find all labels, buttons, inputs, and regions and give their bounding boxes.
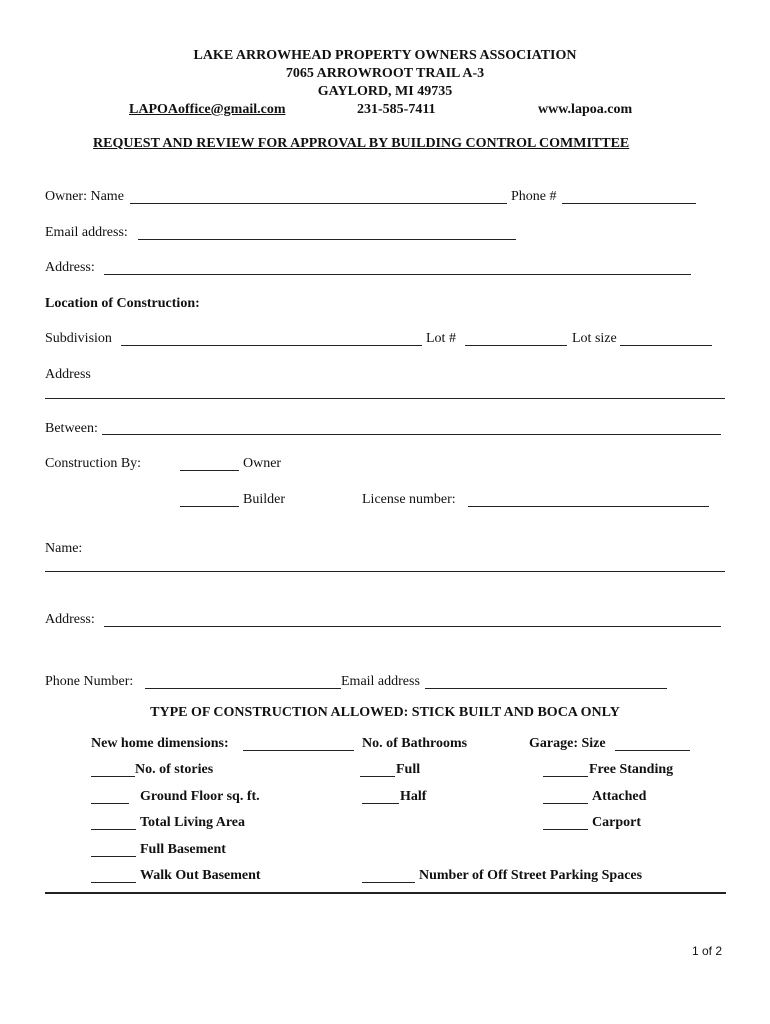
full-bath-label: Full bbox=[396, 762, 421, 777]
org-name: LAKE ARROWHEAD PROPERTY OWNERS ASSOCIATION bbox=[193, 48, 577, 63]
free-standing-label: Free Standing bbox=[589, 762, 674, 777]
lot-size-field[interactable] bbox=[620, 345, 712, 346]
owner-name-field[interactable] bbox=[130, 203, 507, 204]
owner-checkline[interactable] bbox=[180, 470, 239, 471]
form-title: REQUEST AND REVIEW FOR APPROVAL BY BUILDING CONTROL COMMITTEE bbox=[93, 136, 630, 151]
builder-address-label: Address: bbox=[45, 612, 95, 627]
between-field[interactable] bbox=[102, 434, 721, 435]
full-basement-label: Full Basement bbox=[140, 842, 226, 857]
stories-label: No. of stories bbox=[135, 762, 214, 777]
owner-address-field[interactable] bbox=[104, 274, 691, 275]
owner-email-label: Email address: bbox=[45, 225, 128, 240]
builder-phone-field[interactable] bbox=[145, 688, 341, 689]
owner-email-field[interactable] bbox=[138, 239, 516, 240]
owner-name-label: Owner: Name bbox=[45, 189, 124, 204]
subdivision-label: Subdivision bbox=[45, 331, 112, 346]
builder-checkline[interactable] bbox=[180, 506, 239, 507]
attached-label: Attached bbox=[592, 789, 647, 804]
attached-field[interactable] bbox=[543, 803, 588, 804]
org-website: www.lapoa.com bbox=[538, 102, 633, 117]
carport-label: Carport bbox=[592, 815, 641, 830]
owner-address-label: Address: bbox=[45, 260, 95, 275]
carport-field[interactable] bbox=[543, 829, 588, 830]
half-bath-label: Half bbox=[400, 789, 427, 804]
builder-address-field[interactable] bbox=[104, 626, 721, 627]
org-city: GAYLORD, MI 49735 bbox=[317, 84, 453, 99]
construction-type-heading: TYPE OF CONSTRUCTION ALLOWED: STICK BUILT AND BOCA ONLY bbox=[150, 705, 620, 720]
location-address-label: Address bbox=[45, 367, 91, 382]
total-living-field[interactable] bbox=[91, 829, 136, 830]
builder-option-label: Builder bbox=[243, 492, 285, 507]
builder-name-label: Name: bbox=[45, 541, 83, 556]
dimensions-label: New home dimensions: bbox=[91, 736, 229, 751]
garage-size-label: Garage: Size bbox=[529, 736, 606, 751]
location-address-field[interactable] bbox=[45, 398, 725, 399]
total-living-label: Total Living Area bbox=[140, 815, 246, 830]
org-email-link[interactable]: LAPOAoffice@gmail.com bbox=[129, 102, 286, 117]
owner-phone-field[interactable] bbox=[562, 203, 696, 204]
bathrooms-label: No. of Bathrooms bbox=[362, 736, 468, 751]
construction-by-label: Construction By: bbox=[45, 456, 142, 471]
walk-out-field[interactable] bbox=[91, 882, 136, 883]
license-field[interactable] bbox=[468, 506, 709, 507]
builder-email-label: Email address bbox=[341, 674, 420, 689]
between-label: Between: bbox=[45, 421, 98, 436]
page-number: 1 of 2 bbox=[692, 944, 723, 958]
org-street: 7065 ARROWROOT TRAIL A-3 bbox=[285, 66, 485, 81]
owner-option-label: Owner bbox=[243, 456, 282, 471]
ground-floor-field[interactable] bbox=[91, 803, 129, 804]
parking-field[interactable] bbox=[362, 882, 415, 883]
org-phone: 231-585-7411 bbox=[357, 102, 436, 117]
full-basement-field[interactable] bbox=[91, 856, 136, 857]
stories-field[interactable] bbox=[91, 776, 135, 777]
section-divider bbox=[45, 892, 726, 894]
license-label: License number: bbox=[362, 492, 456, 507]
builder-phone-label: Phone Number: bbox=[45, 674, 134, 689]
garage-size-field[interactable] bbox=[615, 750, 690, 751]
lot-label: Lot # bbox=[426, 331, 456, 346]
full-bath-field[interactable] bbox=[360, 776, 395, 777]
free-standing-field[interactable] bbox=[543, 776, 588, 777]
builder-name-field[interactable] bbox=[45, 571, 725, 572]
half-bath-field[interactable] bbox=[362, 803, 399, 804]
parking-label: Number of Off Street Parking Spaces bbox=[419, 868, 643, 883]
ground-floor-label: Ground Floor sq. ft. bbox=[140, 789, 260, 804]
owner-phone-label: Phone # bbox=[511, 189, 557, 204]
builder-email-field[interactable] bbox=[425, 688, 667, 689]
lot-field[interactable] bbox=[465, 345, 567, 346]
subdivision-field[interactable] bbox=[121, 345, 422, 346]
location-heading: Location of Construction: bbox=[45, 296, 200, 311]
dimensions-field[interactable] bbox=[243, 750, 354, 751]
lot-size-label: Lot size bbox=[572, 331, 617, 346]
walk-out-label: Walk Out Basement bbox=[140, 868, 261, 883]
